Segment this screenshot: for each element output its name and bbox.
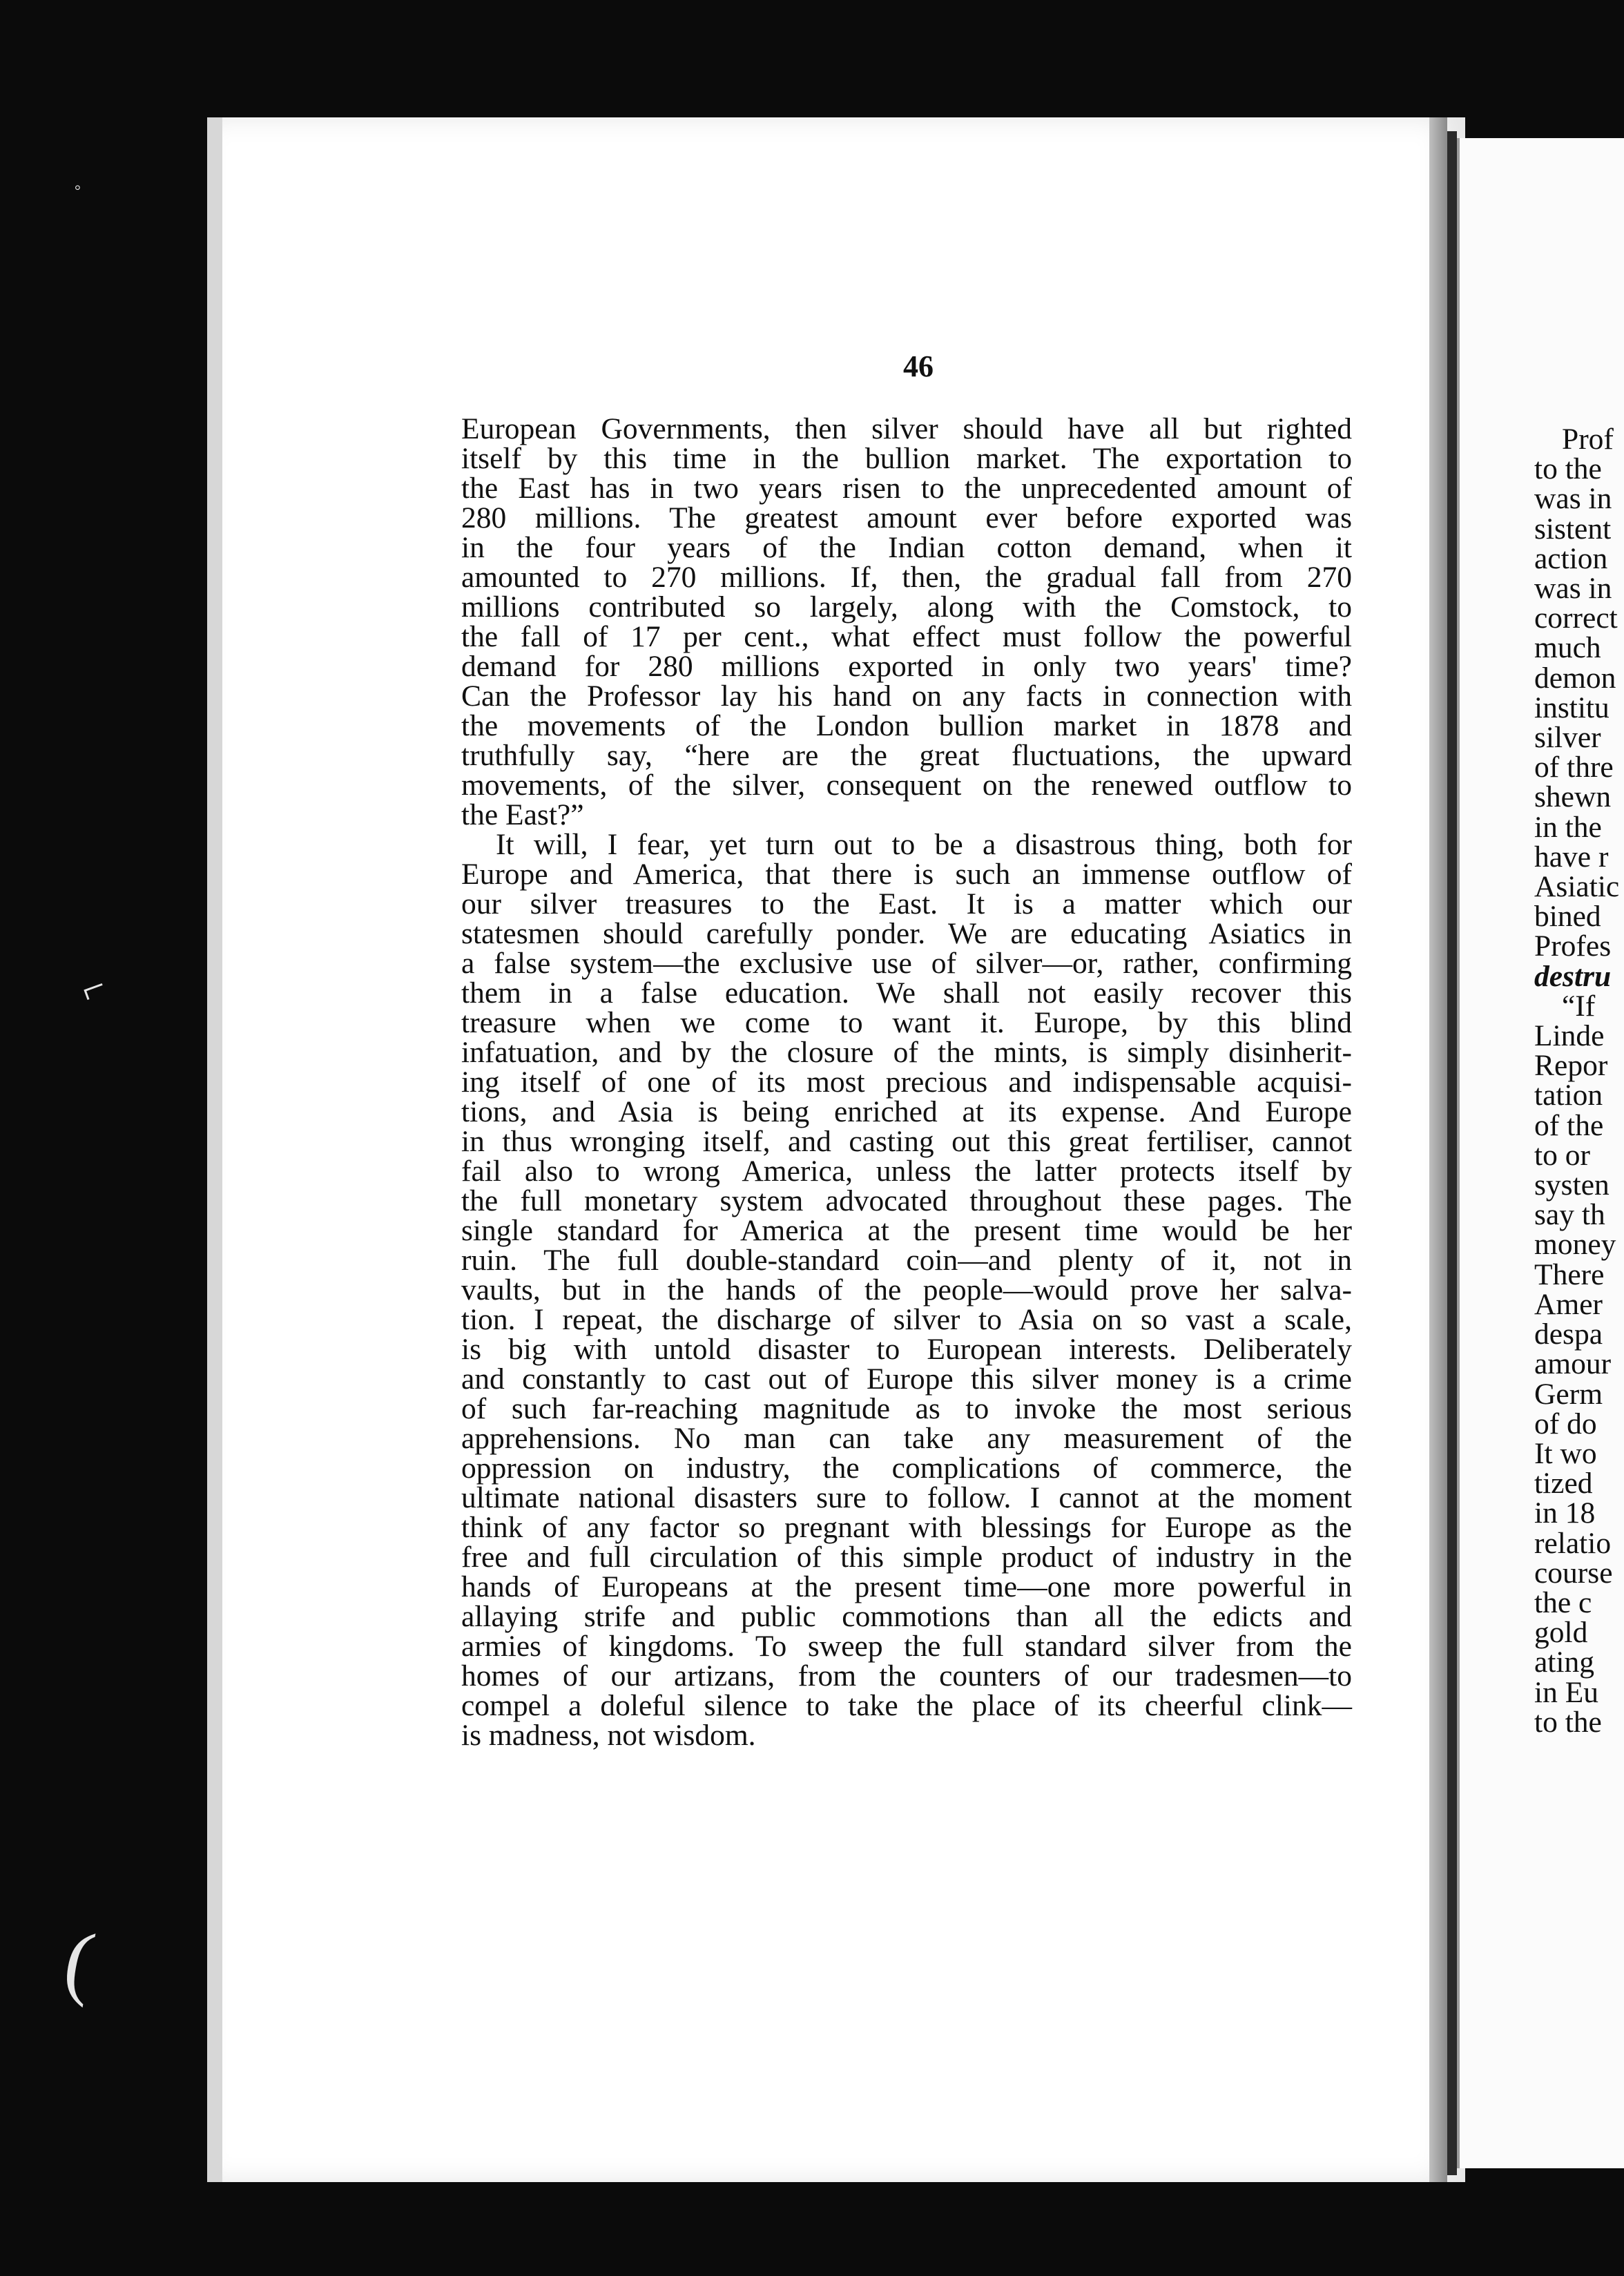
text-line: hands of Europeans at the present time—one more powerful in: [461, 1570, 1352, 1603]
text-line: is big with untold disaster to European interests. Deliberately: [461, 1333, 1352, 1366]
text-line: infatuation, and by the closure of the mints, is simply disinherit-: [461, 1036, 1352, 1069]
text-line: ing itself of one of its most precious and indispensable acquisi-: [461, 1065, 1352, 1099]
text-line: armies of kingdoms. To sweep the full standard silver from the: [461, 1630, 1352, 1663]
right-page-line: Linde: [1534, 1019, 1605, 1053]
text-line: single standard for America at the present time would be her: [461, 1214, 1352, 1247]
left-page-edge: [1429, 117, 1447, 2182]
right-page-line: to the: [1534, 452, 1602, 486]
text-line: demand for 280 millions exported in only two years' time?: [461, 650, 1352, 683]
right-page-line: of the: [1534, 1108, 1604, 1142]
right-page-line: sistent: [1534, 512, 1612, 546]
text-line: and constantly to cast out of Europe this silver money is a crime: [461, 1362, 1352, 1396]
right-page-line: despa: [1534, 1318, 1603, 1351]
right-page-line: correct: [1534, 601, 1618, 635]
scan-mark-hook: (: [57, 1913, 102, 2009]
text-line: the movements of the London bullion market in 1878 and: [461, 709, 1352, 742]
text-line: oppression on industry, the complications of commerce, the: [461, 1452, 1352, 1485]
text-line: the fall of 17 per cent., what effect must follow the powerful: [461, 620, 1352, 653]
book-gutter: [1447, 131, 1457, 2175]
right-page-line: in 18: [1534, 1496, 1596, 1530]
text-line: itself by this time in the bullion market. The exportation to: [461, 442, 1352, 475]
right-page-line: Prof: [1562, 423, 1614, 456]
right-page-line: to or: [1534, 1138, 1590, 1172]
text-line: Europe and America, that there is such an immense outflow of: [461, 858, 1352, 891]
right-page-line: of thre: [1534, 751, 1614, 784]
text-line: European Governments, then silver should have all but righted: [461, 412, 1352, 445]
right-page-text-fragments: [1534, 425, 1624, 1737]
text-line: amounted to 270 millions. If, then, the gradual fall from 270: [461, 561, 1352, 594]
text-line: millions contributed so largely, along with the Comstock, to: [461, 590, 1352, 624]
right-page-line: Germ: [1534, 1377, 1603, 1411]
text-line: of such far-reaching magnitude as to invoke the most serious: [461, 1392, 1352, 1425]
text-line: a false system—the exclusive use of silver—or, rather, confirming: [461, 947, 1352, 980]
text-line: free and full circulation of this simple product of industry in the: [461, 1541, 1352, 1574]
right-page-line: much: [1534, 631, 1601, 665]
main-body-text: [461, 414, 1352, 1751]
right-page-line: relatio: [1534, 1526, 1612, 1560]
text-line: treasure when we come to want it. Europe, by this blind: [461, 1006, 1352, 1039]
right-page-line: say th: [1534, 1198, 1605, 1232]
text-line: 280 millions. The greatest amount ever before exported was: [461, 501, 1352, 534]
text-line: the East has in two years risen to the unprecedented amount of: [461, 472, 1352, 505]
right-page-line: tation: [1534, 1079, 1603, 1112]
text-line: them in a false education. We shall not easily recover this: [461, 976, 1352, 1010]
right-page-line: the c: [1534, 1585, 1592, 1619]
right-page-line: action: [1534, 541, 1608, 575]
right-page-line: Repor: [1534, 1049, 1608, 1083]
text-line: the East?”: [461, 798, 584, 831]
scan-mark-curl: ⌐: [74, 962, 113, 1013]
right-page-line: of do: [1534, 1407, 1597, 1440]
right-page-line: silver: [1534, 721, 1601, 755]
right-page-line: systen: [1534, 1168, 1610, 1202]
right-page-line: Amer: [1534, 1287, 1603, 1321]
text-line: our silver treasures to the East. It is a matter which our: [461, 887, 1352, 920]
right-page-line: demon: [1534, 661, 1616, 695]
right-page-line: gold: [1534, 1616, 1588, 1650]
text-line: ultimate national disasters sure to follow. I cannot at the moment: [461, 1481, 1352, 1514]
right-page-line: institu: [1534, 691, 1610, 724]
right-page-line: It wo: [1534, 1436, 1597, 1470]
text-line: It will, I fear, yet turn out to be a disastrous thing, both for: [496, 828, 1352, 861]
text-line: compel a doleful silence to take the place of its cheerful clink—: [461, 1689, 1352, 1722]
right-page-line: in the: [1534, 810, 1602, 844]
page-number: 46: [903, 349, 934, 383]
text-line: movements, of the silver, consequent on the renewed outflow to: [461, 769, 1352, 802]
text-line: is madness, not wisdom.: [461, 1719, 756, 1752]
text-line: in the four years of the Indian cotton demand, when it: [461, 531, 1352, 564]
right-page-line: to the: [1534, 1705, 1602, 1739]
right-page-line: money: [1534, 1228, 1616, 1262]
right-page-line: was in: [1534, 572, 1612, 606]
right-page-line: have r: [1534, 840, 1609, 874]
right-page-line: There: [1534, 1257, 1605, 1291]
right-page-line: amour: [1534, 1347, 1612, 1381]
right-page-line: destru: [1534, 959, 1612, 993]
right-page-line: in Eu: [1534, 1675, 1599, 1709]
right-page-line: course: [1534, 1556, 1613, 1590]
text-line: tion. I repeat, the discharge of silver to Asia on so vast a scale,: [461, 1303, 1352, 1336]
right-page-line: bined: [1534, 900, 1601, 934]
right-page-line: shewn: [1534, 780, 1612, 814]
text-line: statesmen should carefully ponder. We are educating Asiatics in: [461, 917, 1352, 950]
text-line: fail also to wrong America, unless the latter protects itself by: [461, 1155, 1352, 1188]
right-page-line: “If: [1562, 989, 1596, 1023]
right-page-line: ating: [1534, 1646, 1594, 1679]
text-line: allaying strife and public commotions than all the edicts and: [461, 1600, 1352, 1633]
right-page-line: tized: [1534, 1467, 1593, 1501]
right-page-line: was in: [1534, 482, 1612, 516]
text-line: the full monetary system advocated throughout these pages. The: [461, 1184, 1352, 1217]
scan-mark-top: °: [75, 182, 81, 199]
text-line: apprehensions. No man can take any measurement of the: [461, 1422, 1352, 1455]
text-line: ruin. The full double-standard coin—and plenty of it, not in: [461, 1244, 1352, 1277]
text-line: vaults, but in the hands of the people—would prove her salva-: [461, 1273, 1352, 1306]
text-line: think of any factor so pregnant with blessings for Europe as the: [461, 1511, 1352, 1544]
text-line: Can the Professor lay his hand on any facts in connection with: [461, 679, 1352, 713]
text-line: in thus wronging itself, and casting out this great fertiliser, cannot: [461, 1125, 1352, 1158]
right-page-line: Asiatic: [1534, 870, 1620, 904]
right-page-line: Profes: [1534, 929, 1612, 963]
text-line: tions, and Asia is being enriched at its expense. And Europe: [461, 1095, 1352, 1128]
text-line: truthfully say, “here are the great fluctuations, the upward: [461, 739, 1352, 772]
text-line: homes of our artizans, from the counters of our tradesmen—to: [461, 1659, 1352, 1692]
